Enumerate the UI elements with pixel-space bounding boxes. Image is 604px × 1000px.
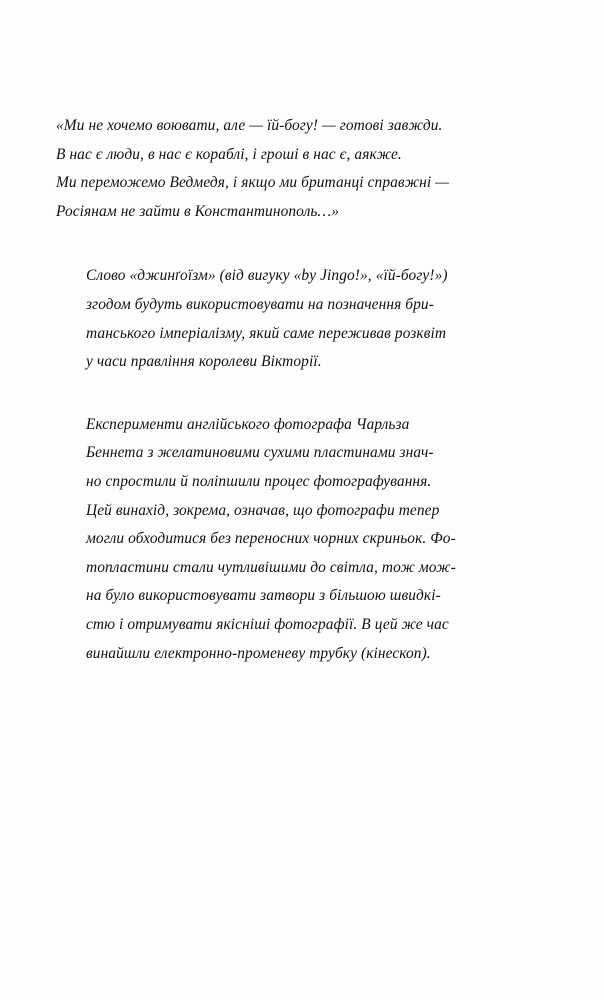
text-line: у часи правління королеви Вікторії. — [86, 353, 322, 371]
text-line: Ми переможемо Ведмедя, і якщо ми британці справжні — — [56, 174, 449, 192]
quote-paragraph — [56, 112, 548, 226]
text-line: могли обходитися без переносних чорних скриньок. Фо- — [86, 530, 456, 548]
text-line: Цей винахід, зокрема, означав, що фотографи тепер — [86, 501, 440, 519]
text-line: Слово «джинґоїзм» (від вигуку «by Jingo!», «їй-богу!») — [86, 267, 448, 285]
jingoism-paragraph — [56, 262, 548, 376]
text-line: стю і отримувати якісніші фотографії. В цей же час — [86, 615, 449, 633]
text-line: В нас є люди, в нас є кораблі, і гроші в нас є, аякже. — [56, 145, 402, 163]
text-line: танського імперіалізму, який саме переживав розквіт — [86, 324, 447, 342]
text-line: но спростили й поліпшили процес фотографування. — [86, 472, 432, 490]
page-text-body — [56, 112, 548, 668]
text-line: на було використовувати затвори з більшою швидкі- — [86, 587, 441, 605]
text-line: Беннета з желатиновими сухими пластинами знач- — [86, 444, 434, 462]
text-line: «Ми не хочемо воювати, але — їй-богу! — готові завжди. — [56, 117, 443, 134]
text-line: Росіянам не зайти в Константинополь…» — [56, 202, 340, 220]
text-line: згодом будуть використовувати на позначення бри- — [86, 295, 434, 313]
text-line: Експерименти англійського фотографа Чарльза — [86, 415, 410, 433]
text-line: топластини стали чутливішими до світла, тож мож- — [86, 558, 456, 576]
text-line: винайшли електронно-променеву трубку (кінескоп). — [86, 644, 431, 662]
photography-paragraph — [56, 411, 548, 668]
